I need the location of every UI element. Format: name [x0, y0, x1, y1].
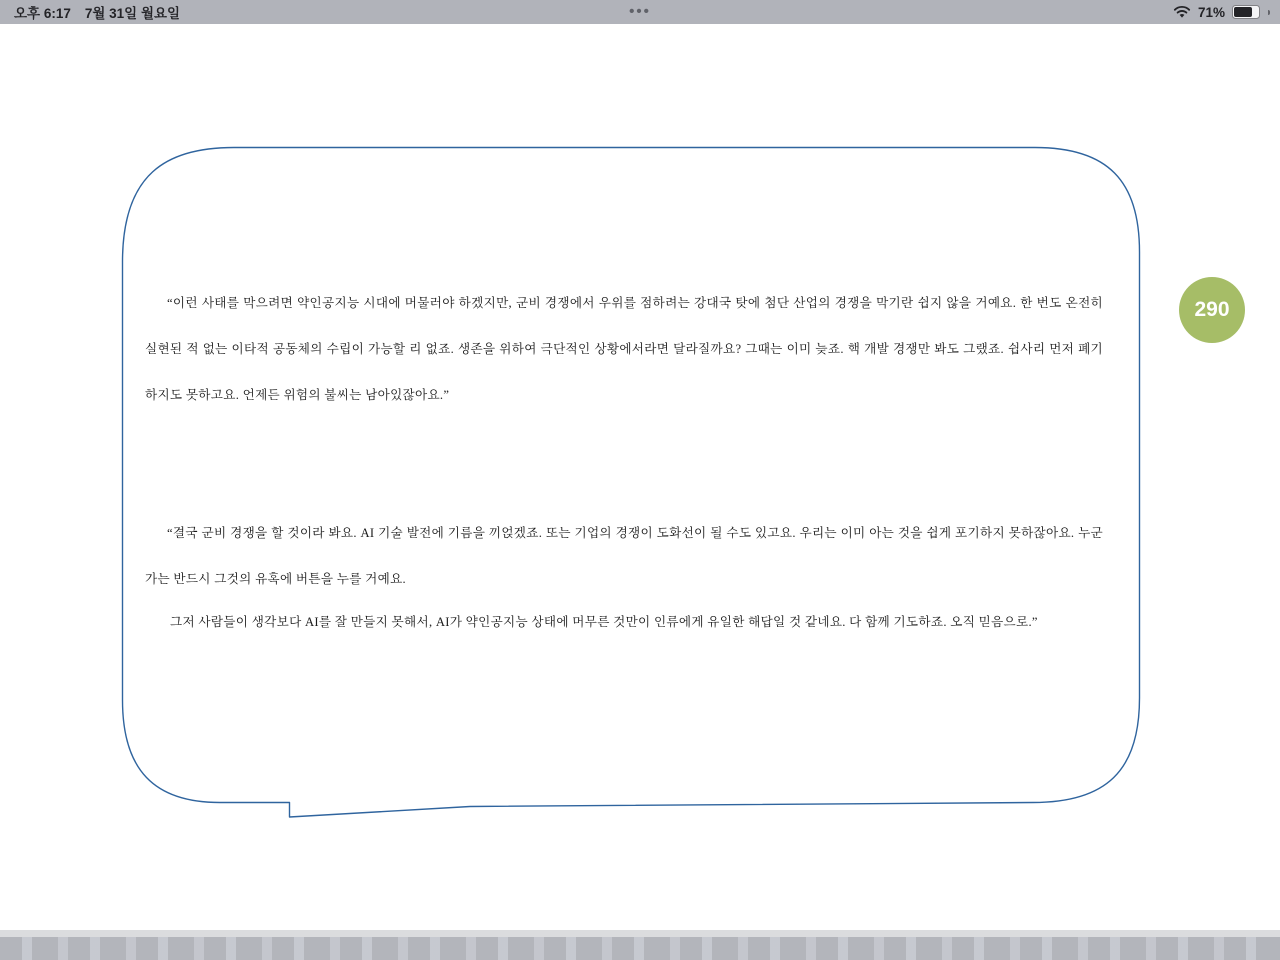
clock-label: 오후 6:17 — [14, 6, 71, 21]
battery-icon — [1232, 5, 1260, 19]
paragraph-1: “이런 사태를 막으려면 약인공지능 시대에 머물러야 하겠지만, 군비 경쟁에서 우위를 점하려는 강대국 탓에 첨단 산업의 경쟁을 막기란 쉽지 않을 거예요. 한 번도 온전히 실현된 적 없는 이타적 공동체의 수립이 가능할 리 없죠. 생존을 위하여 극단적인 상황에서라면 달라질까요? 그때는 이미 늦죠. 핵 개발 경쟁만 봐도 그랬죠. 쉽사리 먼저 폐기하지도 못하고요. 언제든 위험의 불씨는 남아있잖아요.” — [145, 296, 1103, 402]
page-number-badge — [1179, 277, 1245, 343]
ebook-page[interactable] — [0, 24, 1280, 930]
paragraph-2: “결국 군비 경쟁을 할 것이라 봐요. AI 기술 발전에 기름을 끼얹겠죠. 또는 기업의 경쟁이 도화선이 될 수도 있고요. 우리는 이미 아는 것을 쉽게 포기하지 못하잖아요. 누군가는 반드시 그것의 유혹에 버튼을 누를 거예요. — [145, 526, 1103, 586]
battery-percent-label: 71% — [1197, 4, 1225, 20]
status-bar — [0, 0, 1280, 24]
speech-bubble-outline — [0, 24, 1280, 930]
status-center — [0, 0, 1280, 24]
dock-bar[interactable] — [0, 937, 1280, 960]
multitasking-dots-icon[interactable]: ••• — [629, 3, 651, 20]
status-right — [1173, 0, 1270, 24]
paragraph-3: 그저 사람들이 생각보다 AI를 잘 만들지 못해서, AI가 약인공지능 상태에 머무른 것만이 인류에게 유일한 해답일 것 같네요. 다 함께 기도하죠. 오직 믿음으로.” — [170, 615, 1038, 629]
battery-nub — [1268, 10, 1270, 15]
date-label: 7월 31일 월요일 — [84, 6, 181, 21]
speech-bubble-path — [123, 148, 1140, 818]
battery-fill — [1234, 7, 1252, 17]
page-number-label: 290 — [1194, 298, 1230, 321]
bottom-divider — [0, 930, 1280, 937]
wifi-icon — [1173, 6, 1191, 19]
